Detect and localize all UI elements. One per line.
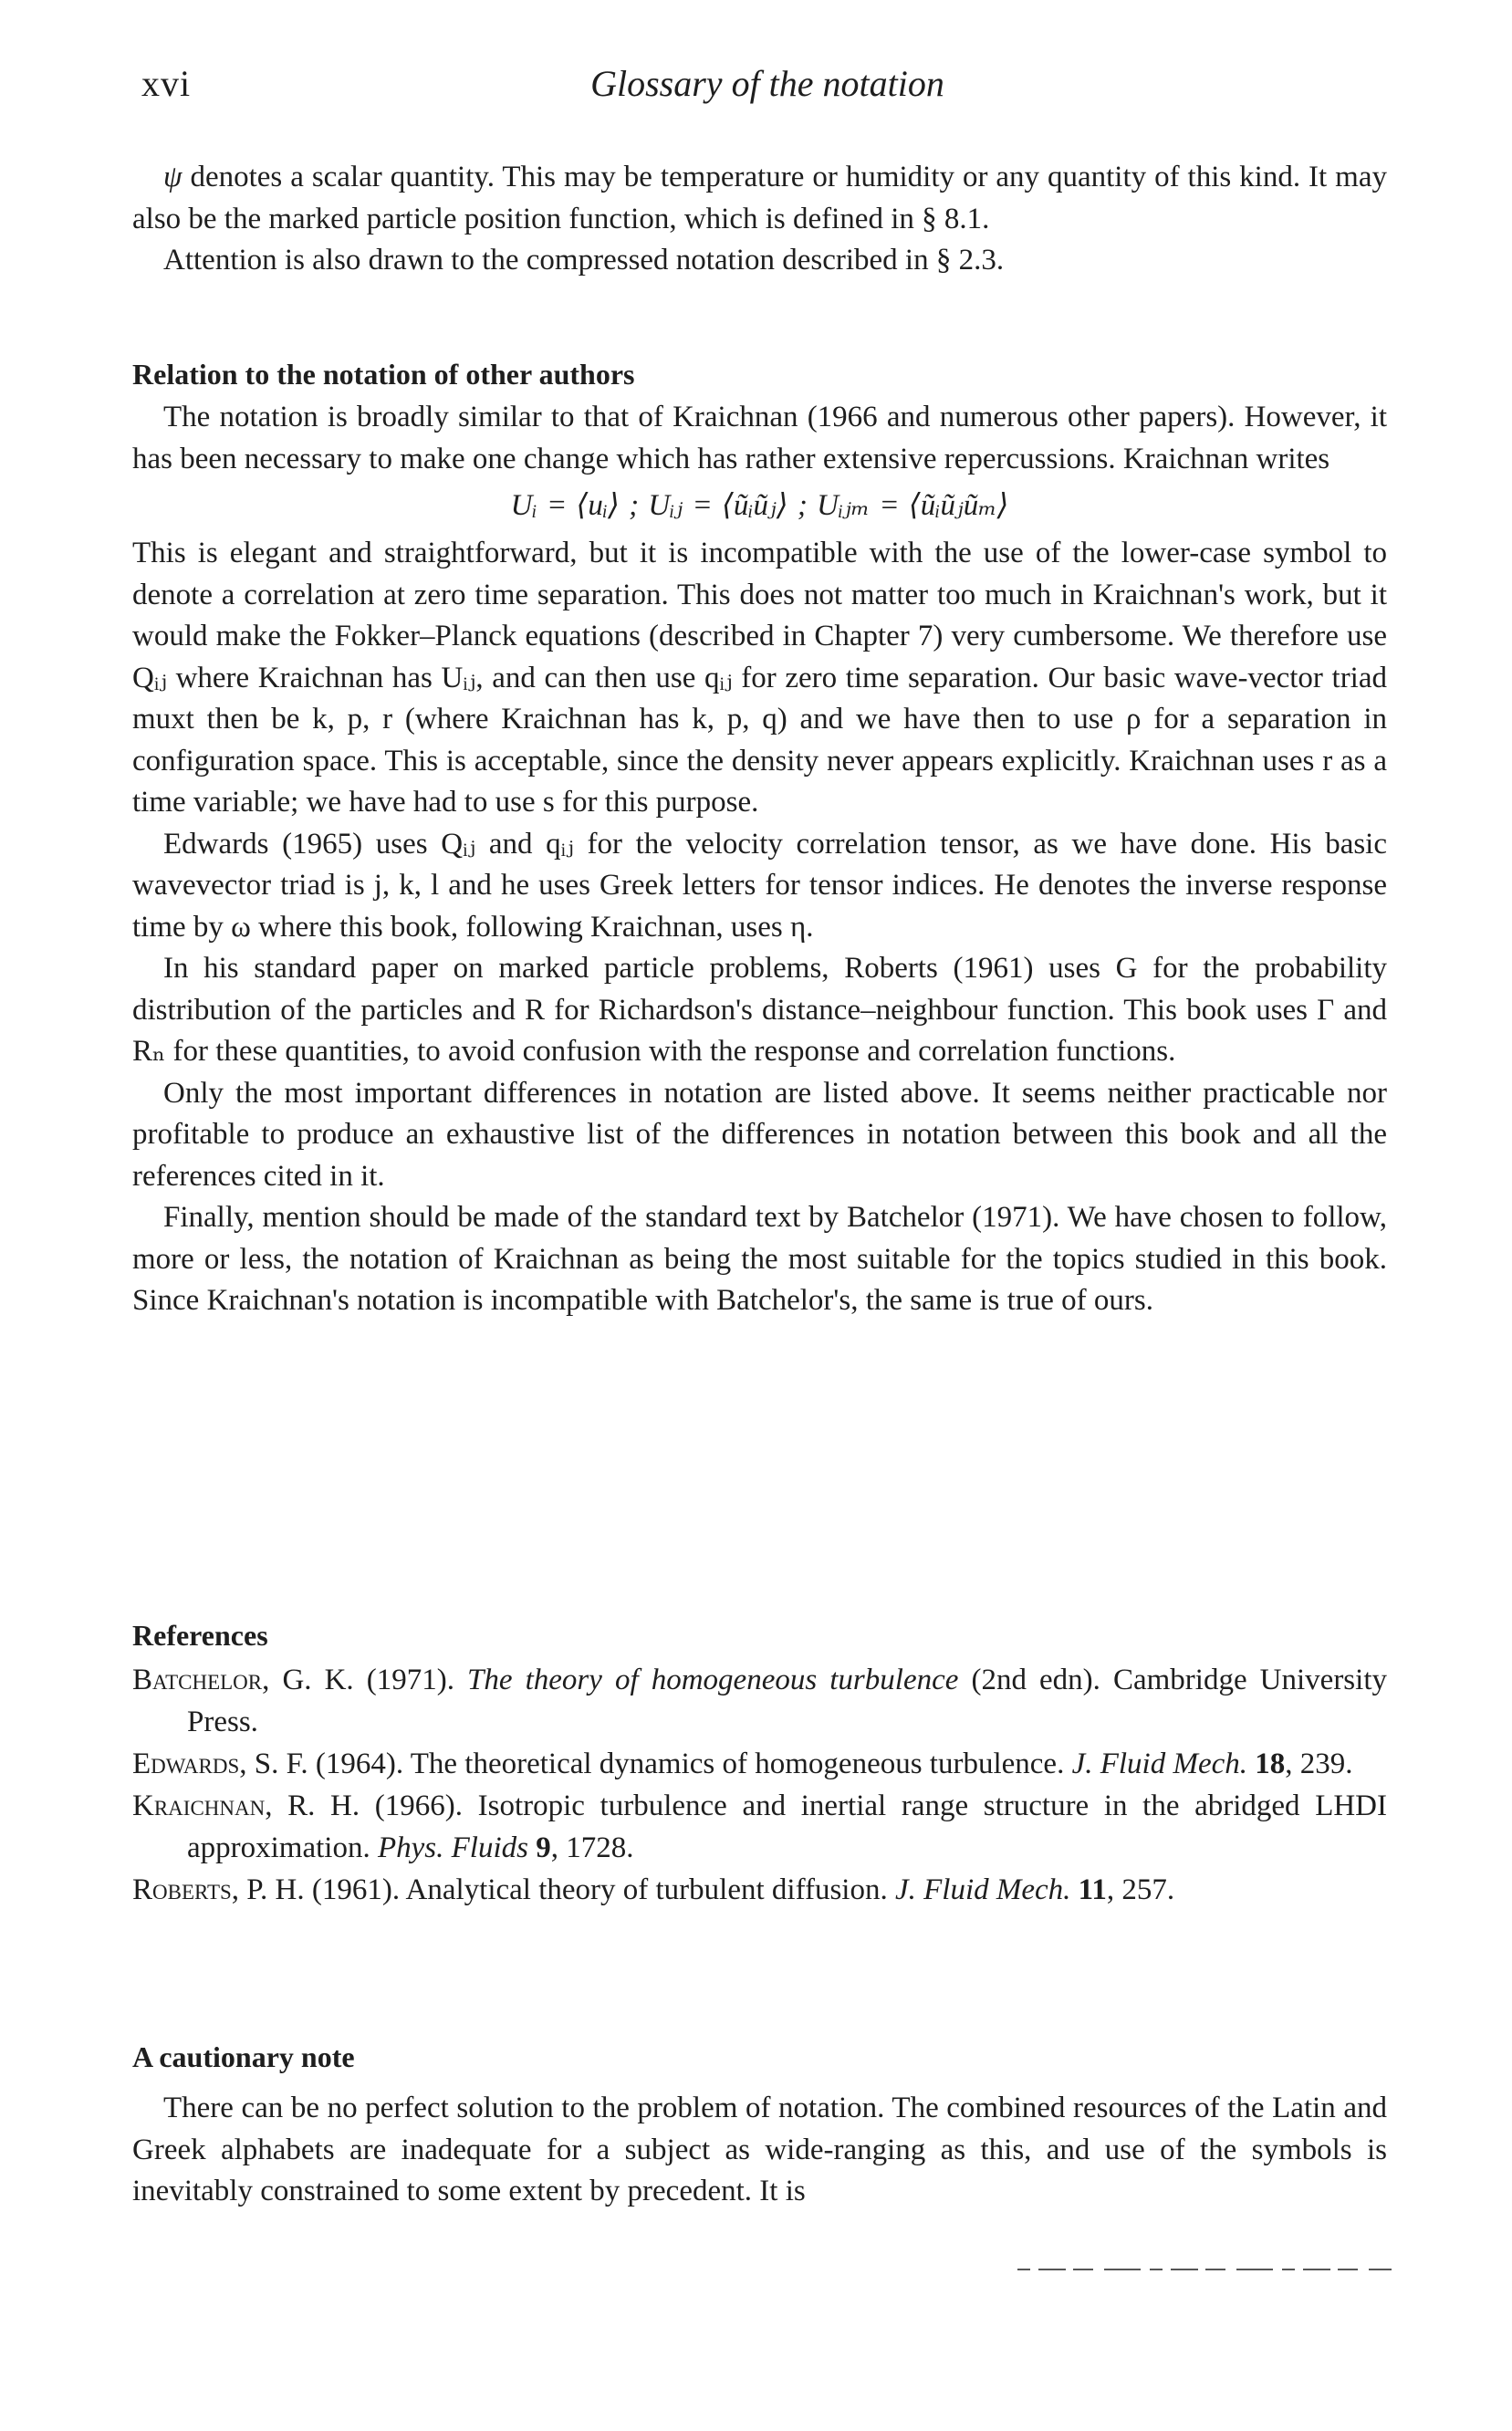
- reference-rest: (2nd edn). Cambridge University Press.: [187, 1664, 1387, 1738]
- section-heading-relation: Relation to the notation of other authors: [132, 358, 635, 391]
- relation-paragraph-2: This is elegant and straightforward, but it is incompatible with the use of the lower-case symbol to denote a correlation at zero time separation. This does not matter too much in Kraichnan's work, but it would make the Fokker–Planck equations (described in Chapter 7) very cumbersome. We therefore use Qᵢⱼ where Kraichnan has Uᵢⱼ, and can then use qᵢⱼ for zero time separation. Our basic wave-vector triad muxt then be k, p, r (where Kraichnan has k, p, q) and we have then to use ρ for a separation in configuration space. This is acceptable, since the density never appears explicitly. Kraichnan uses r as a time variable; we have had to use s for this purpose.: [132, 537, 1387, 819]
- reference-year: (1966).: [360, 1789, 478, 1822]
- reference-pages: , 1728.: [550, 1831, 634, 1864]
- reference-item: [132, 1785, 1387, 1869]
- reference-journal: J. Fluid Mech.: [894, 1873, 1071, 1906]
- caution-paragraph: There can be no perfect solution to the problem of notation. The combined resources of the Latin and Greek alphabets are inadequate for a subject as wide-ranging as this, and use of the symbols is inevitably constrained to some extent by precedent. It is: [132, 2092, 1387, 2207]
- reference-title: Analytical theory of turbulent diffusion.: [405, 1873, 895, 1906]
- reference-volume: 11: [1070, 1873, 1107, 1906]
- reference-title: The theoretical dynamics of homogeneous turbulence.: [410, 1748, 1072, 1780]
- page-number: xvi: [141, 63, 192, 104]
- reference-year: (1971).: [353, 1664, 468, 1696]
- intro-section: [132, 157, 1387, 282]
- psi-paragraph: [132, 157, 1387, 240]
- running-header: [141, 62, 1393, 108]
- caution-section: [132, 2037, 1387, 2213]
- reference-journal: Phys. Fluids: [377, 1831, 528, 1864]
- reference-author: Edwards, S. F.: [132, 1748, 308, 1780]
- relation-paragraph-1: The notation is broadly similar to that of Kraichnan (1966 and numerous other papers). However, it has been necessary to make one change which has rather extensive repercussions. Kraichnan writes: [132, 401, 1387, 475]
- reference-year: (1961).: [304, 1873, 406, 1906]
- reference-pages: , 257.: [1106, 1873, 1175, 1906]
- psi-text: denotes a scalar quantity. This may be temperature or humidity or any quantity of this kind. It may also be the marked particle position function, which is defined in § 8.1.: [132, 161, 1387, 235]
- relation-paragraph-3: Edwards (1965) uses Qᵢⱼ and qᵢⱼ for the velocity correlation tensor, as we have done. His basic wavevector triad is j, k, l and he uses Greek letters for tensor indices. He denotes the inverse response time by ω where this book, following Kraichnan, uses η.: [132, 827, 1387, 944]
- reference-journal: J. Fluid Mech.: [1071, 1748, 1248, 1780]
- relation-paragraph-5: Only the most important differences in notation are listed above. It seems neither practicable nor profitable to produce an exhaustive list of the differences in notation between this book and all the references cited in it.: [132, 1076, 1387, 1193]
- section-heading-references: References: [132, 1619, 268, 1652]
- reference-author: Batchelor, G. K.: [132, 1664, 354, 1696]
- relation-paragraph-6: Finally, mention should be made of the standard text by Batchelor (1971). We have chosen to follow, more or less, the notation of Kraichnan as being the most suitable for the topics studied in this book. Since Kraichnan's notation is incompatible with Batchelor's, the same is true of ours.: [132, 1201, 1387, 1317]
- reference-author: Kraichnan, R. H.: [132, 1789, 360, 1822]
- reference-year: (1964).: [308, 1748, 411, 1780]
- section-heading-caution: A cautionary note: [132, 2040, 355, 2073]
- reference-title: The theory of homogeneous turbulence: [467, 1664, 959, 1696]
- references-section: [132, 1615, 1387, 1911]
- reference-title: Isotropic turbulence and inertial range structure in the abridged LHDI approximation.: [187, 1789, 1387, 1864]
- reference-item: [132, 1659, 1387, 1743]
- attention-paragraph: Attention is also drawn to the compressed notation described in § 2.3.: [163, 244, 1005, 276]
- footer-dash-rule: [1017, 2268, 1392, 2271]
- reference-author: Roberts, P. H.: [132, 1873, 305, 1906]
- reference-pages: , 239.: [1285, 1748, 1353, 1780]
- reference-volume: 9: [527, 1831, 551, 1864]
- reference-volume: 18: [1247, 1748, 1286, 1780]
- relation-paragraph-4: In his standard paper on marked particle problems, Roberts (1961) uses G for the probability distribution of the particles and R for Richardson's distance–neighbour function. This book uses Γ and Rₙ for these quantities, to avoid confusion with the response and correlation functions.: [132, 952, 1387, 1068]
- reference-item: [132, 1743, 1387, 1785]
- reference-item: [132, 1869, 1387, 1911]
- kraichnan-equation: Uᵢ = ⟨uᵢ⟩ ; Uᵢⱼ = ⟨ũᵢũⱼ⟩ ; Uᵢⱼₘ = ⟨ũᵢũⱼũₘ⟩: [510, 489, 1009, 522]
- running-title: Glossary of the notation: [590, 63, 944, 104]
- psi-symbol: ψ: [163, 161, 182, 193]
- relation-section: [132, 354, 1387, 1322]
